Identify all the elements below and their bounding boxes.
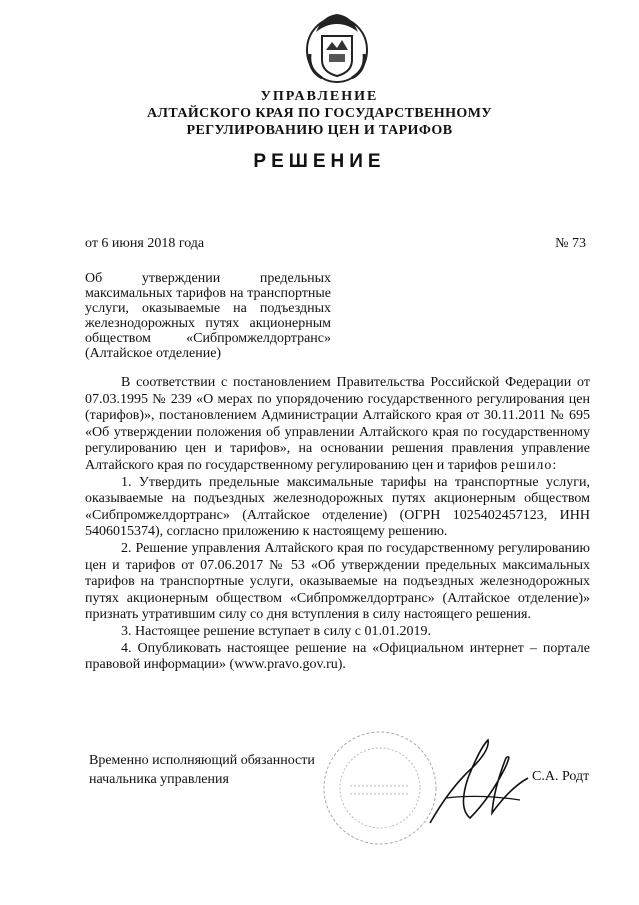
item-1-paragraph: 1. Утвердить предельные максимальные тарифы на транспортные услуги, оказываемые на подъездных железнодорожных путях акционерным обществом «Сибпромжелдортранс» (Алтайское отделение) (ОГРН 1025402457123, ИНН 5406015374), согласно приложению к настоящему решению. [85, 474, 590, 540]
document-subject: Об утверждении предельных максимальных тарифов на транспортные услуги, оказываемые на подъездных железнодорожных путях акционерным обществом «Сибпромжелдортранс» (Алтайское отделение) [85, 271, 331, 361]
signer-name: С.А. Родт [532, 769, 590, 784]
handwritten-signature-icon [410, 728, 550, 838]
org-name-line3: РЕГУЛИРОВАНИЮ ЦЕН И ТАРИФОВ [186, 123, 453, 138]
document-type-title: РЕШЕНИЕ [253, 151, 386, 172]
preamble-paragraph [85, 375, 590, 475]
item-3-paragraph: 3. Настоящее решение вступает в силу с 01.01.2019. [121, 623, 431, 639]
coat-of-arms-icon [302, 10, 372, 86]
signer-position-line1: Временно исполняющий обязанности [89, 753, 315, 768]
decided-word: решило: [500, 457, 558, 473]
item-2-paragraph: 2. Решение управления Алтайского края по государственному регулированию цен и тарифов от 07.06.2017 № 53 «Об утверждении предельных максимальных тарифов на транспортные услуги, оказываемые на подъездных железнодорожных путях акционерным обществом «Сибпромжелдортранс» (Алтайское отделение)» признать утратившим силу со дня вступления в силу настоящего решения. [85, 540, 590, 623]
org-name-line2: АЛТАЙСКОГО КРАЯ ПО ГОСУДАРСТВЕННОМУ [147, 106, 492, 121]
document-number: № 73 [555, 236, 586, 251]
item-4-paragraph: 4. Опубликовать настоящее решение на «Официальном интернет – портале правовой информации» (www.pravo.gov.ru). [85, 640, 590, 673]
org-name-line1: УПРАВЛЕНИЕ [260, 89, 379, 104]
signer-position [89, 751, 315, 789]
preamble-text: В соответствии с постановлением Правительства Российской Федерации от 07.03.1995 № 239 «О мерах по упорядочению государственного регулирования цен (тарифов)», постановлением Администрации Алтайского края от 30.11.2011 № 695 «Об утверждении положения об управлении Алтайского края по государственному регулированию цен и тарифов», на основании решения правления управление Алтайского края по государственному регулированию цен и тарифов [85, 375, 590, 473]
document-body [85, 375, 590, 674]
document-date: от 6 июня 2018 года [85, 236, 205, 251]
signer-position-line2: начальника управления [89, 772, 229, 787]
